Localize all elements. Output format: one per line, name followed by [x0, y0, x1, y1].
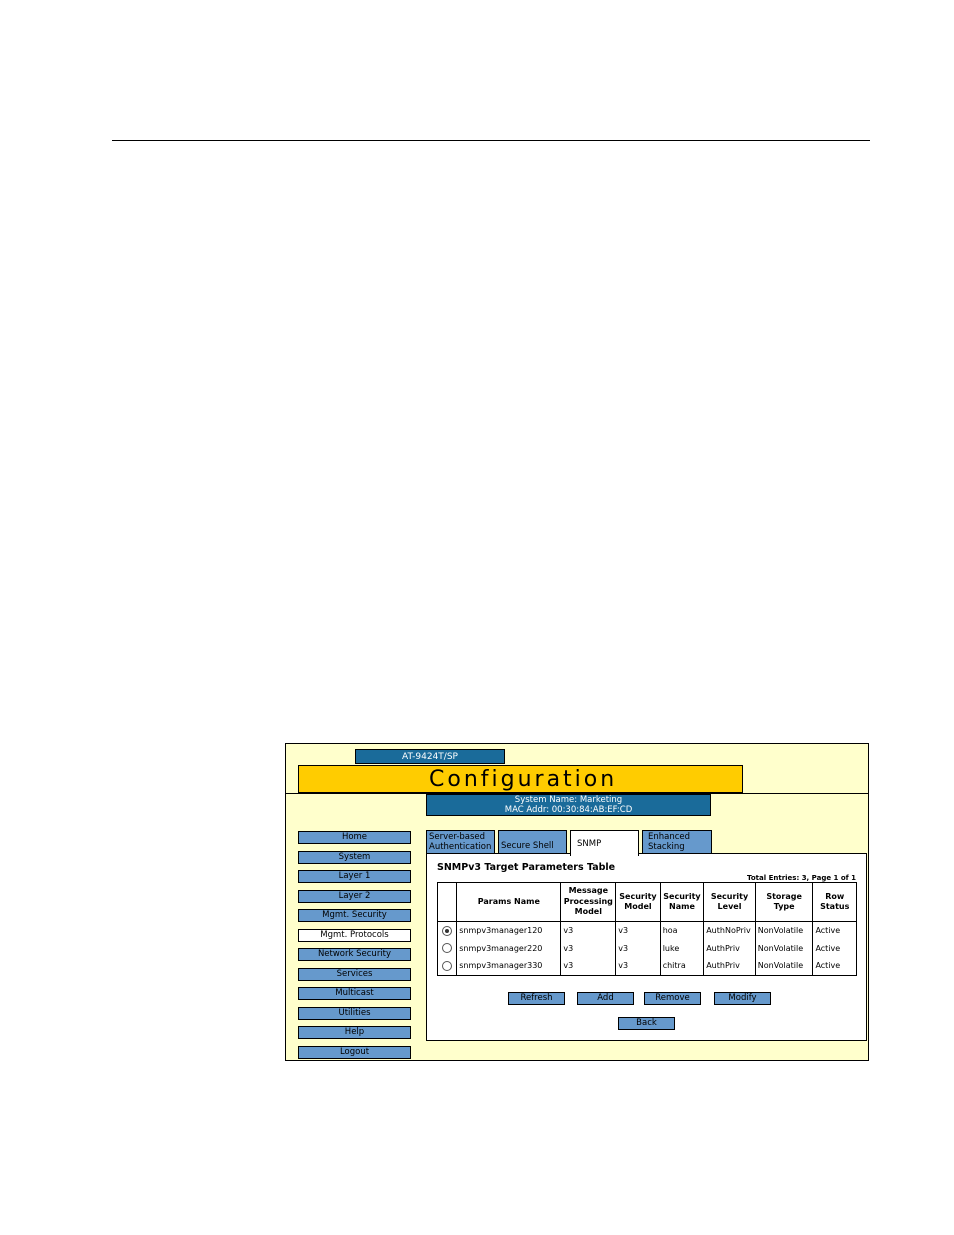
col-security-name: Security Name	[660, 883, 704, 922]
add-button[interactable]: Add	[577, 992, 634, 1005]
mp-model-cell: v3	[561, 940, 616, 958]
table-title: SNMPv3 Target Parameters Table	[437, 862, 616, 873]
row-select-cell	[438, 940, 457, 958]
tab-server-based-authentication[interactable]	[426, 830, 495, 854]
row-select-cell	[438, 922, 457, 940]
sidebar-nav	[298, 831, 411, 1065]
row-radio-button[interactable]	[442, 961, 452, 971]
tab-label-line2: Authentication	[429, 841, 492, 852]
nav-mgmt-security-button[interactable]: Mgmt. Security	[298, 909, 411, 922]
col-row-status: Row Status	[813, 883, 857, 922]
tab-label-line1: Enhanced	[648, 832, 691, 842]
params-name-cell: snmpv3manager120	[457, 922, 561, 940]
storage-type-cell: NonVolatile	[755, 922, 813, 940]
table-row	[438, 940, 857, 958]
security-model-cell: v3	[616, 957, 661, 975]
security-name-cell: chitra	[660, 957, 704, 975]
app-window	[285, 743, 869, 1061]
entries-count: Total Entries: 3, Page 1 of 1	[747, 874, 856, 882]
nav-home-button[interactable]: Home	[298, 831, 411, 844]
security-level-cell: AuthPriv	[704, 940, 756, 958]
table-row	[438, 957, 857, 975]
security-level-cell: AuthNoPriv	[704, 922, 756, 940]
tab-secure-shell[interactable]	[498, 830, 567, 854]
col-message-processing-model: Message Processing Model	[561, 883, 616, 922]
snmpv3-target-params-table	[437, 882, 857, 976]
security-name-cell: luke	[660, 940, 704, 958]
row-select-cell	[438, 957, 457, 975]
row-radio-button[interactable]	[442, 926, 452, 936]
system-info	[426, 794, 711, 816]
tab-label-line2: Stacking	[648, 841, 685, 852]
tab-label-line1: Server-based	[429, 832, 486, 842]
content-panel	[426, 853, 867, 1041]
security-level-cell: AuthPriv	[704, 957, 756, 975]
nav-layer2-button[interactable]: Layer 2	[298, 890, 411, 903]
modify-button[interactable]: Modify	[714, 992, 771, 1005]
nav-services-button[interactable]: Services	[298, 968, 411, 981]
mp-model-cell: v3	[561, 922, 616, 940]
security-model-cell: v3	[616, 940, 661, 958]
col-select	[438, 883, 457, 922]
security-name-cell: hoa	[660, 922, 704, 940]
nav-system-button[interactable]: System	[298, 851, 411, 864]
nav-utilities-button[interactable]: Utilities	[298, 1007, 411, 1020]
table-row	[438, 922, 857, 940]
remove-button[interactable]: Remove	[644, 992, 701, 1005]
params-name-cell: snmpv3manager220	[457, 940, 561, 958]
mp-model-cell: v3	[561, 957, 616, 975]
page-rule	[112, 140, 870, 141]
col-security-level: Security Level	[704, 883, 756, 922]
model-label: AT-9424T/SP	[355, 749, 505, 764]
params-name-cell: snmpv3manager330	[457, 957, 561, 975]
nav-multicast-button[interactable]: Multicast	[298, 987, 411, 1000]
row-status-cell: Active	[813, 922, 857, 940]
refresh-button[interactable]: Refresh	[508, 992, 565, 1005]
storage-type-cell: NonVolatile	[755, 957, 813, 975]
page-title: Configuration	[298, 765, 743, 793]
col-storage-type: Storage Type	[755, 883, 813, 922]
nav-network-security-button[interactable]: Network Security	[298, 948, 411, 961]
nav-help-button[interactable]: Help	[298, 1026, 411, 1039]
system-name: System Name: Marketing	[514, 795, 623, 805]
mac-address: MAC Addr: 00:30:84:AB:EF:CD	[504, 805, 633, 815]
col-params-name: Params Name	[457, 883, 561, 922]
tab-snmp[interactable]	[570, 830, 639, 856]
row-status-cell: Active	[813, 957, 857, 975]
tab-enhanced-stacking[interactable]	[642, 830, 712, 854]
col-security-model: Security Model	[616, 883, 661, 922]
storage-type-cell: NonVolatile	[755, 940, 813, 958]
nav-mgmt-protocols-button[interactable]: Mgmt. Protocols	[298, 929, 411, 942]
nav-layer1-button[interactable]: Layer 1	[298, 870, 411, 883]
back-button[interactable]: Back	[618, 1017, 675, 1030]
tab-label: Secure Shell	[501, 841, 554, 851]
security-model-cell: v3	[616, 922, 661, 940]
nav-logout-button[interactable]: Logout	[298, 1046, 411, 1059]
tab-label: SNMP	[577, 839, 602, 849]
row-radio-button[interactable]	[442, 943, 452, 953]
row-status-cell: Active	[813, 940, 857, 958]
